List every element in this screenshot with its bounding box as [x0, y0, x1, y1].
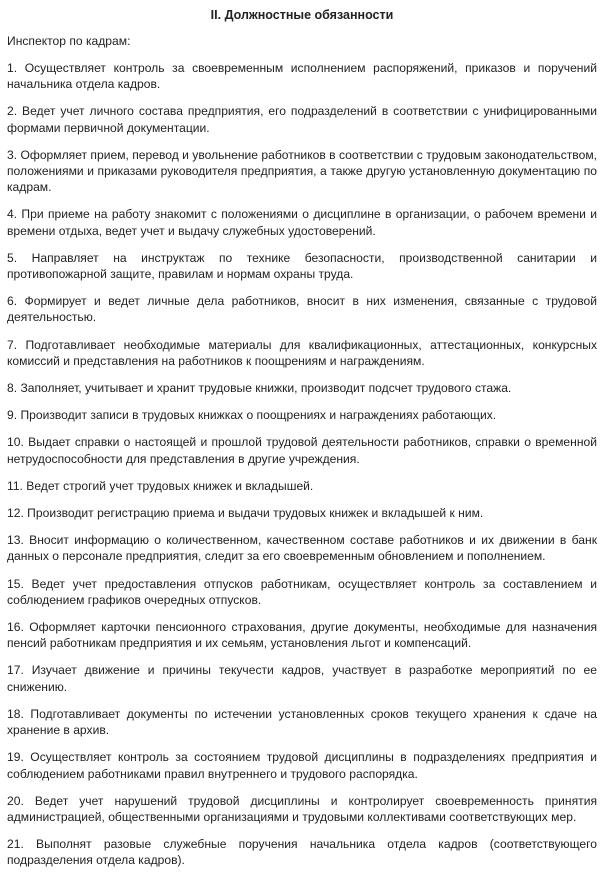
list-item: 7. Подготавливает необходимые материалы для квалификационных, аттестационных, конкурсных комиссий и представления на работников к поощрениям и награждениям. [7, 337, 597, 368]
list-item: 4. При приеме на работу знакомит с положениями о дисциплине в организации, о рабочем времени и времени отдыха, ведет учет и выдачу служебных удостоверений. [7, 207, 597, 238]
intro-text: Инспектор по кадрам: [7, 34, 131, 48]
duties-list [7, 60, 597, 869]
list-item: 13. Вносит информацию о количественном, качественном составе работников и их движении в банк данных о персонале предприятия, следит за его своевременным обновлением и пополнением. [7, 533, 597, 564]
list-item: 17. Изучает движение и причины текучести кадров, участвует в разработке мероприятий по ее снижению. [7, 663, 597, 694]
list-item: 18. Подготавливает документы по истечении установленных сроков текущего хранения к сдаче на хранение в архив. [7, 706, 597, 738]
list-item: 19. Осуществляет контроль за состоянием трудовой дисциплины в подразделениях предприятия и соблюдением работниками правил внутреннего и трудового распорядка. [7, 750, 597, 781]
list-item: 8. Заполняет, учитывает и хранит трудовые книжки, производит подсчет трудового стажа. [7, 381, 512, 396]
list-item: 9. Производит записи в трудовых книжках о поощрениях и награждениях работающих. [7, 408, 497, 423]
section-title: II. Должностные обязанности [210, 8, 394, 22]
list-item: 20. Ведет учет нарушений трудовой дисциплины и контролирует своевременность принятия администрацией, общественными организациями и трудовыми коллективами соответствующих мер. [7, 793, 597, 824]
list-item: 11. Ведет строгий учет трудовых книжек и вкладышей. [7, 478, 314, 493]
list-item: 12. Производит регистрацию приема и выдачи трудовых книжек и вкладышей к ним. [7, 506, 484, 521]
document-body [7, 7, 597, 880]
list-item: 5. Направляет на инструктаж по технике безопасности, производственной санитарии и противопожарной защите, правилам и нормам охраны труда. [7, 250, 597, 282]
list-item: 3. Оформляет прием, перевод и увольнение работников в соответствии с трудовым законодательством, положениями и приказами руководителя предприятия, а также другую установленную документацию по кадрам. [7, 147, 597, 195]
list-item: 2. Ведет учет личного состава предприятия, его подразделений в соответствии с унифицированными формами первичной документации. [7, 104, 597, 135]
list-item: 10. Выдает справки о настоящей и прошлой трудовой деятельности работников, справки о временной нетрудоспособности для представления в другие учреждения. [7, 435, 597, 466]
list-item: 1. Осуществляет контроль за своевременным исполнением распоряжений, приказов и поручений начальника отдела кадров. [7, 61, 597, 92]
list-item: 16. Оформляет карточки пенсионного страхования, другие документы, необходимые для назначения пенсий работникам предприятия и их семьям, установления льгот и компенсаций. [7, 620, 597, 651]
list-item: 15. Ведет учет предоставления отпусков работникам, осуществляет контроль за составлением и соблюдением графиков очередных отпусков. [7, 576, 597, 607]
list-item: 21. Выполнят разовые служебные поручения начальника отдела кадров (соответствующего подразделения отдела кадров). [7, 837, 597, 868]
list-item: 6. Формирует и ведет личные дела работников, вносит в них изменения, связанные с трудовой деятельностью. [7, 294, 597, 325]
